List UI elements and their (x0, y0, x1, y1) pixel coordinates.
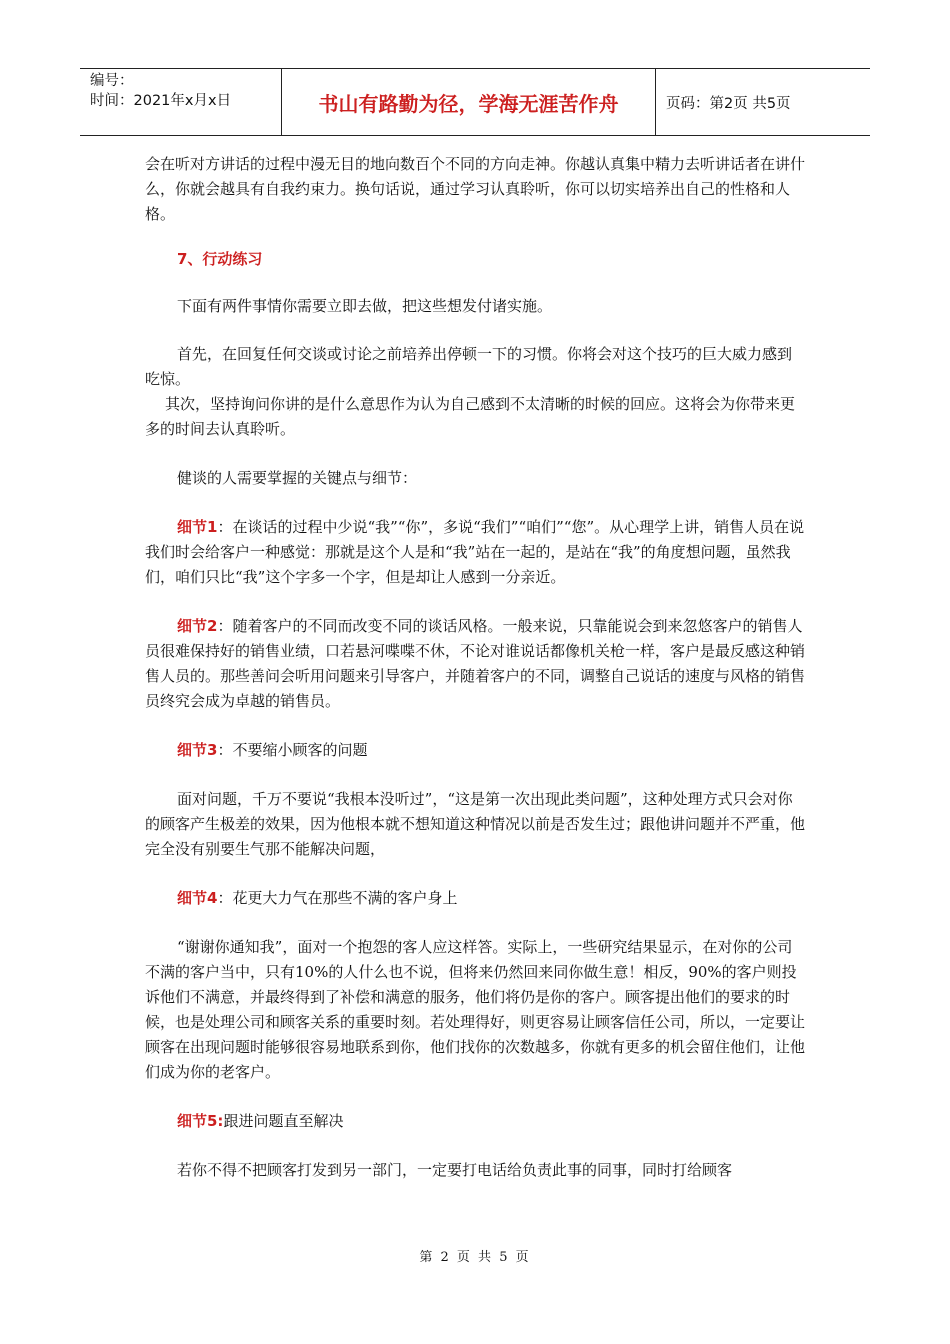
detail-4-label: 细节4 (177, 889, 218, 907)
paragraph-two-things: 下面有两件事情你需要立即去做，把这些想发付诸实施。 (177, 297, 553, 315)
detail-2-label: 细节2 (177, 617, 218, 635)
detail-1-text: ：在谈话的过程中少说“我”“你”，多说“我们”“咱们”“您”。从心理学上讲，销售人员在说我们时会给客户一种感觉：那就是这个人是和“我”站在一起的，是站在“我”的角度想问题，虽然我们，咱们只比“我”这个字多一个字，但是却让人感到一分亲近。 (145, 518, 805, 586)
paragraph-key-points: 健谈的人需要掌握的关键点与细节： (177, 469, 418, 487)
paragraph-detail-4-body: “谢谢你通知我”，面对一个抱怨的客人应这样答。实际上，一些研究结果显示，在对你的公司不满的客户当中，只有10%的人什么也不说，但将来仍然回来同你做生意！相反，90%的客户则投诉他们不满意，并最终得到了补偿和满意的服务，他们将仍是你的客户。顾客提出他们的要求的时候，也是处理公司和顾客关系的重要时刻。若处理得好，则更容易让顾客信任公司，所以，一定要让顾客在出现问题时能够很容易地联系到你，他们找你的次数越多，你就有更多的机会留住他们，让他们成为你的老客户。 (145, 938, 806, 1081)
paragraph-intro: 会在听对方讲话的过程中漫无目的地向数百个不同的方向走神。你越认真集中精力去听讲话者在讲什么，你就会越具有自我约束力。换句话说，通过学习认真聆听，你可以切实培养出自己的性格和人格。 (145, 155, 806, 223)
detail-1 (145, 515, 805, 590)
detail-2 (145, 614, 805, 714)
page-footer: 第 2 页 共 5 页 (419, 1250, 531, 1265)
header-motto: 书山有路勤为径，学海无涯苦作舟 (282, 69, 656, 135)
header-page-number: 页码：第2页 共5页 (666, 95, 791, 112)
paragraph-detail-3-body: 面对问题，千万不要说“我根本没听过”，“这是第一次出现此类问题”，这种处理方式只会对你的顾客产生极差的效果，因为他根本就不想知道这种情况以前是否发生过；跟他讲问题并不严重，他完全没有别要生气那不能解决问题， (145, 790, 806, 858)
detail-5-label: 细节5: (177, 1112, 224, 1130)
paragraph-first: 首先，在回复任何交谈或讨论之前培养出停顿一下的习惯。你将会对这个技巧的巨大威力感到吃惊。 (145, 345, 793, 388)
page-header (80, 68, 870, 136)
header-meta (80, 69, 282, 135)
detail-4 (145, 886, 805, 911)
date-label: 时间：2021年x月x日 (90, 93, 232, 109)
document-body (145, 152, 805, 1183)
detail-3-label: 细节3 (177, 741, 218, 759)
section-7-title: 7、行动练习 (177, 250, 263, 268)
detail-5 (145, 1109, 805, 1134)
detail-2-text: ：随着客户的不同而改变不同的谈话风格。一般来说，只靠能说会到来忽悠客户的销售人员很难保持好的销售业绩，口若悬河喋喋不休，不论对谁说话都像机关枪一样，客户是最反感这种销售人员的。那些善问会听用问题来引导客户，并随着客户的不同，调整自己说话的速度与风格的销售员终究会成为卓越的销售员。 (145, 617, 806, 710)
paragraph-second: 其次，坚持询问你讲的是什么意思作为认为自己感到不太清晰的时候的回应。这将会为你带来更多的时间去认真聆听。 (145, 395, 796, 438)
doc-number-label: 编号： (90, 73, 134, 89)
detail-3 (145, 738, 805, 763)
detail-1-label: 细节1 (177, 518, 218, 536)
paragraph-detail-5-body: 若你不得不把顾客打发到另一部门，一定要打电话给负责此事的同事，同时打给顾客 (177, 1161, 733, 1179)
detail-5-text: 跟进问题直至解决 (223, 1112, 344, 1130)
detail-4-text: ：花更大力气在那些不满的客户身上 (217, 889, 458, 907)
detail-3-text: ：不要缩小顾客的问题 (217, 741, 368, 759)
